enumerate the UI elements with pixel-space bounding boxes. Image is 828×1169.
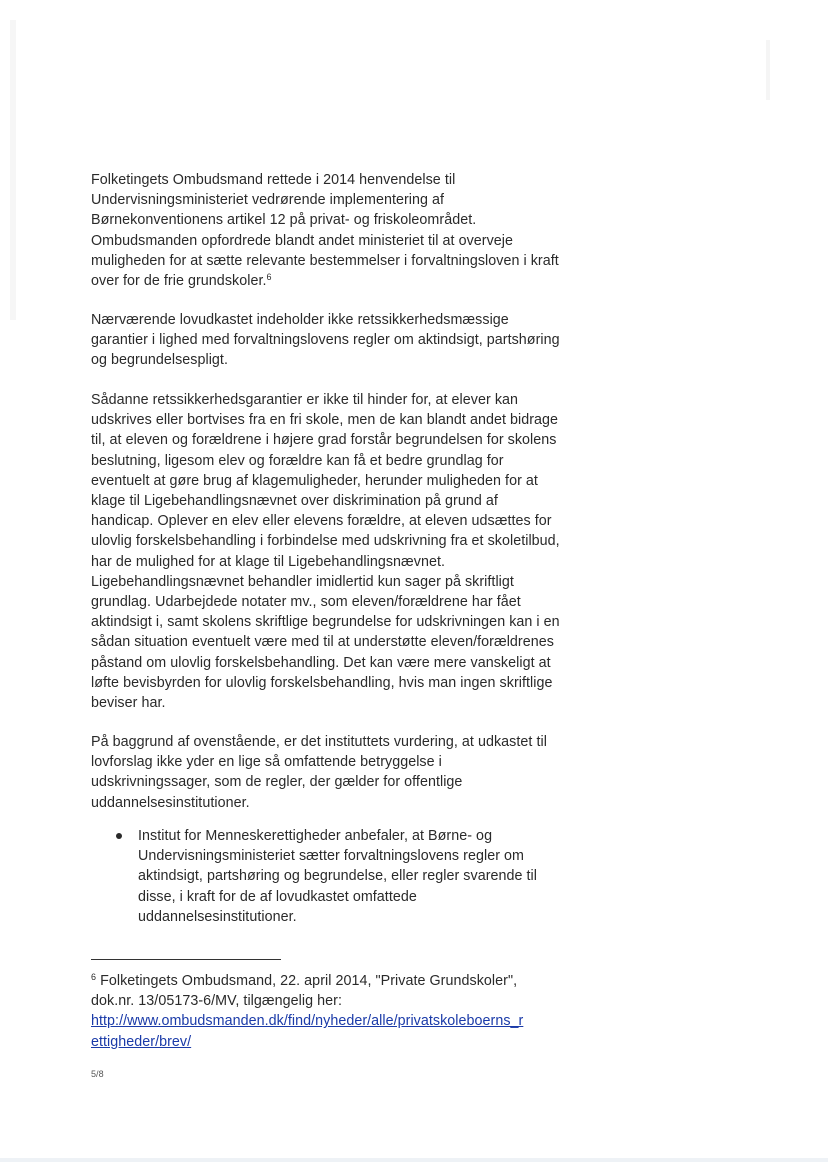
paragraph-lovudkast: Nærværende lovudkastet indeholder ikke retssikkerhedsmæssige garantier i lighed med forvaltningslovens regler om aktindsigt, partshøring og begrundelsespligt. xyxy=(91,312,560,369)
scan-edge xyxy=(0,1158,828,1162)
recommendation-text: Institut for Menneskerettigheder anbefaler, at Børne- og Undervisningsministeriet sætter forvaltningslovens regler om aktindsigt, partshøring og begrundelse, eller regler svarende til disse, i kraft for de af lovudkastet omfattede uddannelsesinstitutioner. xyxy=(138,828,538,925)
footnote-reference[interactable]: 6 xyxy=(266,272,272,283)
bullet-dot-icon xyxy=(116,833,122,839)
paragraph-vurdering: På baggrund af ovenstående, er det instituttets vurdering, at udkastet til lovforslag ikke yder en lige så omfattende betryggelse i udskrivningssager, som de regler, der gælder for offentlige uddannelsesinstitutioner. xyxy=(91,734,547,811)
footnote xyxy=(91,971,561,1052)
footnote-link[interactable]: http://www.ombudsmanden.dk/find/nyheder/alle/privatskoleboerns_r ettigheder/brev/ xyxy=(91,1013,524,1050)
paragraph-ombudsmand: Folketingets Ombudsmand rettede i 2014 henvendelse til Undervisningsministeriet vedrørende implementering af Børnekonventionens artikel 12 på privat- og friskoleområdet. Ombudsmanden opfordrede blandt andet ministeriet til at overveje muligheden for at sætte relevante bestemmelser i forvaltningsloven i kraft over for de frie grundskoler.$^6$ xyxy=(91,172,559,290)
footnote-text: Folketingets Ombudsmand, 22. april 2014, "Private Grundskoler", dok.nr. 13/05173-6/MV, tilgængelig her: xyxy=(91,973,518,1010)
footnote-divider xyxy=(91,959,281,960)
page-number: 5/8 xyxy=(91,1069,104,1079)
paragraph-retssikkerhed: Sådanne retssikkerhedsgarantier er ikke til hinder for, at elever kan udskrives eller bortvises fra en fri skole, men de kan blandt andet bidrage til, at eleven og forældrene i højere grad forstår begrundelsen for skolens beslutning, ligesom elev og forældre kan få et bedre grundlag for eventuelt at gøre brug af klagemuligheder, herunder muligheden for at klage til Ligebehandlingsnævnet over diskrimination på grund af handicap. Oplever en elev eller elevens forældre, at eleven udsættes for ulovlig forskelsbehandling i forbindelse med udskrivning fra et skoletilbud, har de mulighed for at klage til Ligebehandlingsnævnet. Ligebehandlingsnævnet behandler imidlertid kun sager på skriftligt grundlag. Udarbejdede notater mv., som eleven/forældrene har fået aktindsigt i, samt skolens skriftlige begrundelse for udskrivningen kan i en sådan situation eventuelt være med til at understøtte eleven/forældrenes påstand om ulovlig forskelsbehandling. Det kan være mere vanskeligt at løfte bevisbyrden for ulovlig forskelsbehandling, hvis man ingen skriftlige beviser har. xyxy=(91,392,560,712)
footnote-number: 6 xyxy=(91,972,97,982)
